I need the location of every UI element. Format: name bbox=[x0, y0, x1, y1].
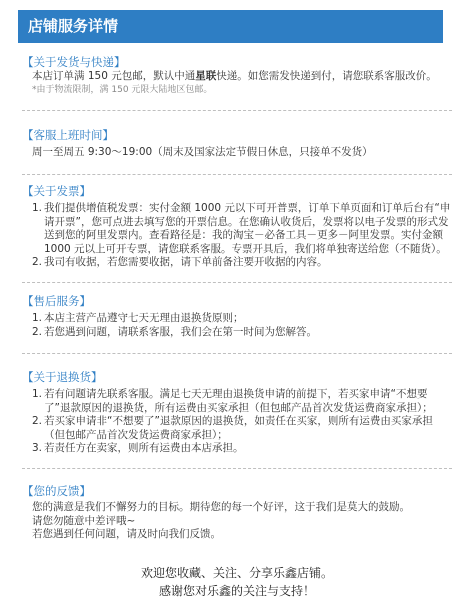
section-heading: 【关于发货与快递】 bbox=[22, 55, 126, 69]
section-heading: 【您的反馈】 bbox=[22, 484, 91, 498]
shipping-note: *由于物流限制，满 150 元限大陆地区包邮。 bbox=[32, 84, 213, 95]
section-heading: 【关于退换货】 bbox=[22, 370, 103, 384]
section-feedback bbox=[22, 484, 452, 542]
footer-thanks: 感谢您对乐鑫的关注与支持！ bbox=[158, 584, 315, 598]
list-item: 2. 若买家申请非“不想要了”退款原因的退换货，如责任在买家，则所有运费由买家承担（但包邮产品首次发货运费商家承担）； bbox=[32, 415, 433, 441]
divider bbox=[22, 174, 452, 175]
divider bbox=[22, 282, 452, 283]
section-service-hours bbox=[22, 128, 452, 175]
list-item: 1. 若有问题请先联系客服。满足七天无理由退换货申请的前提下，若买家申请“不想要了”退款原因的退换货，所有运费由买家承担（但包邮产品首次发货运费商家承担）； bbox=[32, 388, 433, 414]
page-title: 店铺服务详情 bbox=[18, 10, 443, 43]
footer-welcome: 欢迎您收藏、关注、分享乐鑫店铺。 bbox=[140, 566, 333, 580]
section-heading: 【关于发票】 bbox=[22, 184, 91, 198]
section-invoice bbox=[22, 184, 452, 283]
list-item: 1. 本店主营产品遵守七天无理由退换货原则； bbox=[32, 312, 244, 324]
divider bbox=[22, 468, 452, 469]
list-item: 2. 我司有收据，若您需要收据，请下单前备注要开收据的内容。 bbox=[32, 256, 328, 268]
list-item: 1. 我们提供增值税发票：实付金额 1000 元以下可开普票，订单下单页面和订单后台有“申请开票”，您可点进去填写您的开票信息。在您确认收货后，发票将以电子发票的形式发送到您的阿里发票内。查看路径是：我的淘宝－必备工具－更多－阿里发票。实付金额 1000 元以上可开专票，请您联系客服。专票开具后，我们将单独寄送给您（不随货）。 bbox=[32, 202, 451, 255]
section-shipping bbox=[22, 55, 452, 111]
feedback-text: 请您勿随意中差评哦~ bbox=[32, 514, 136, 527]
feedback-text: 您的满意是我们不懈努力的目标。期待您的每一个好评，这于我们是莫大的鼓励。 bbox=[32, 501, 410, 513]
feedback-text: 若您遇到任何问题，请及时向我们反馈。 bbox=[32, 528, 221, 540]
section-returns bbox=[22, 370, 452, 469]
list-item: 2. 若您遇到问题，请联系客服，我们会在第一时间为您解答。 bbox=[32, 325, 317, 338]
section-heading: 【客服上班时间】 bbox=[22, 128, 114, 142]
service-hours: 周一至周五 9:30～19:00（周末及国家法定节假日休息，只接单不发货） bbox=[32, 146, 373, 158]
section-after-sale bbox=[22, 294, 452, 354]
section-heading: 【售后服务】 bbox=[22, 294, 91, 308]
list-item: 3. 若责任方在卖家，则所有运费由本店承担。 bbox=[32, 442, 244, 454]
divider bbox=[22, 110, 452, 111]
shipping-policy: 本店订单满 150 元包邮，默认中通星联快递。如您需发快递到付，请您联系客服改价。 bbox=[32, 70, 437, 82]
divider bbox=[22, 353, 452, 354]
